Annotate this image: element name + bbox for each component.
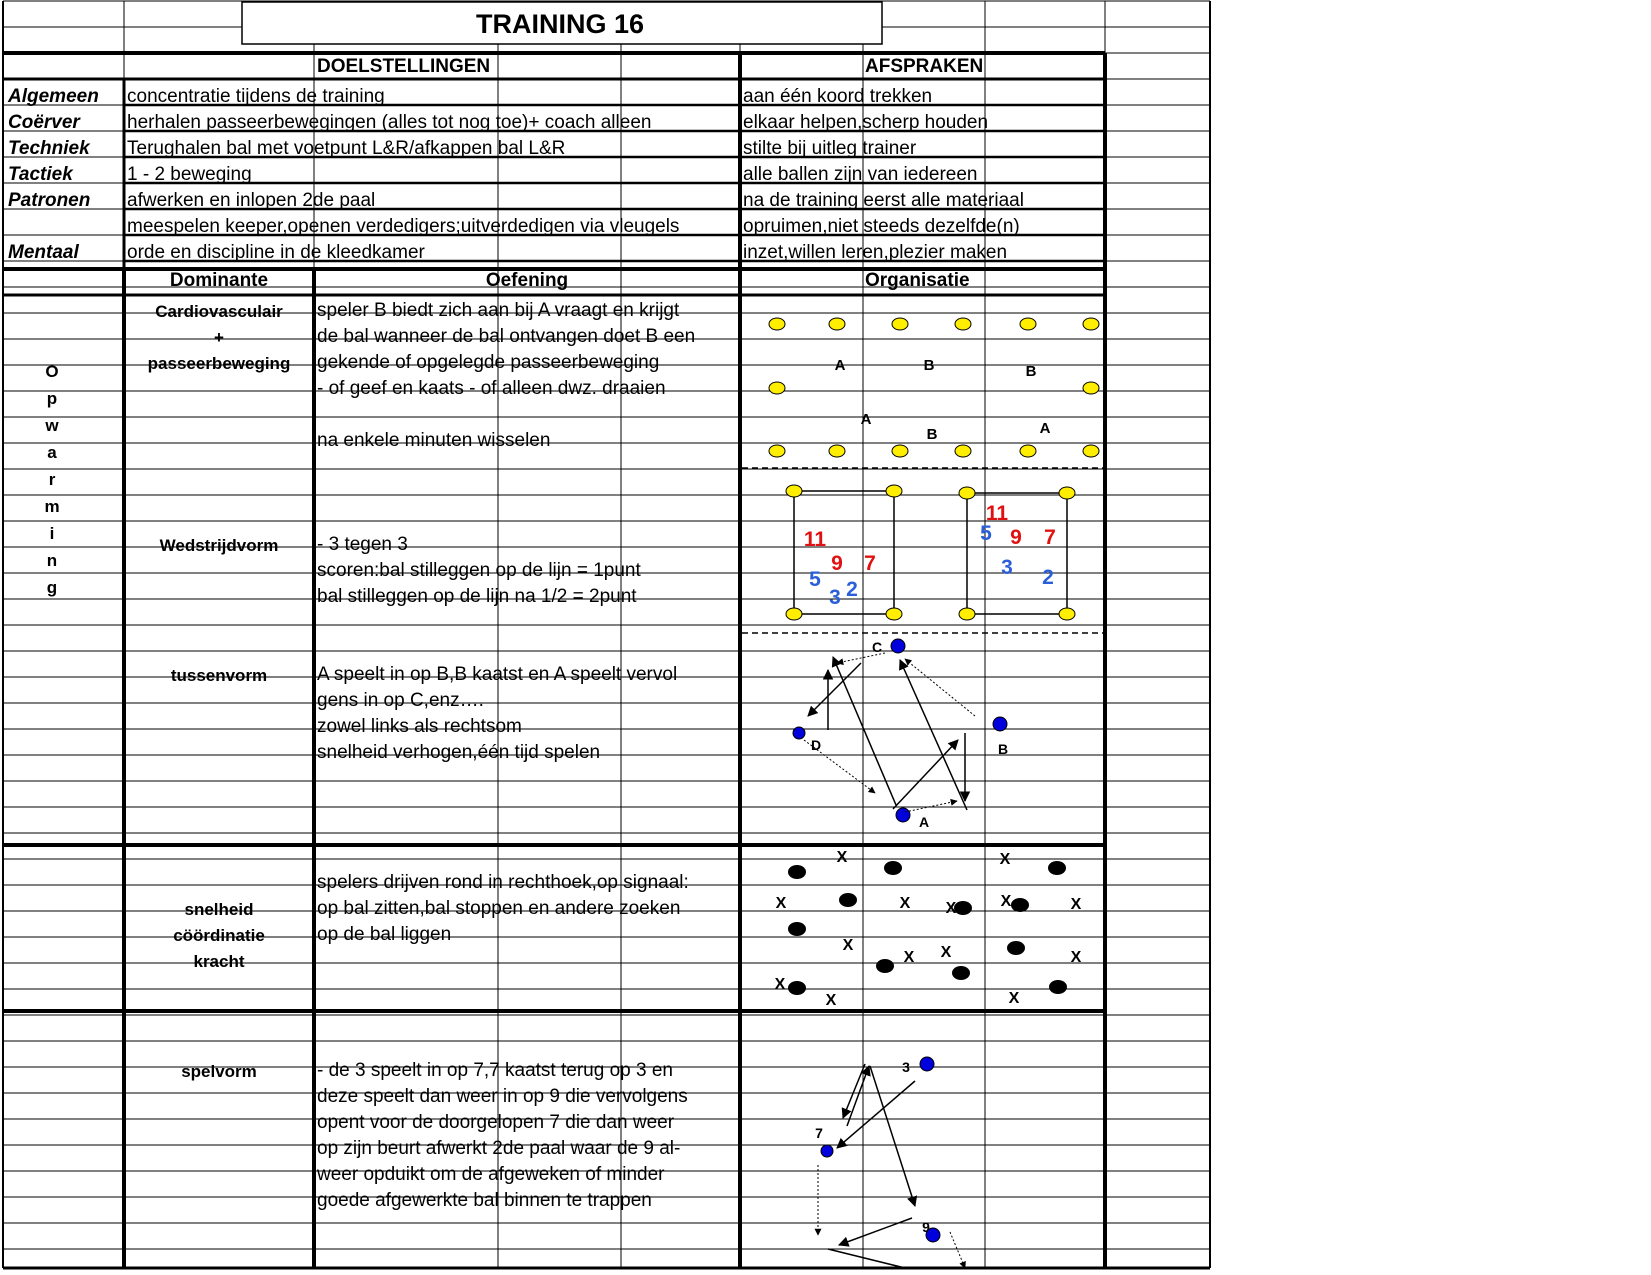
run-line bbox=[828, 1249, 905, 1268]
pass-arrow bbox=[905, 659, 975, 716]
opwarming-letter: g bbox=[46, 578, 58, 597]
oefening-line: snelheid verhogen,één tijd spelen bbox=[317, 742, 601, 763]
oefening-line: gekende of opgelegde passeerbeweging bbox=[317, 352, 660, 373]
goal-label: Tactiek bbox=[8, 164, 73, 185]
goal-afspraak: alle ballen zijn van iedereen bbox=[743, 164, 978, 185]
player-number: 7 bbox=[864, 552, 876, 575]
ball-marker bbox=[896, 808, 910, 822]
ball-marker bbox=[891, 639, 905, 653]
header-afspraken: AFSPRAKEN bbox=[865, 56, 984, 77]
oefening-line: - of geef en kaats - of alleen dwz. draaien bbox=[317, 378, 666, 399]
opwarming-letter: n bbox=[46, 551, 58, 570]
goal-doel: Terughalen bal met voetpunt L&R/afkappen bal L&R bbox=[127, 138, 566, 159]
opwarming-letter: m bbox=[44, 497, 60, 516]
player-number: 9 bbox=[831, 552, 843, 575]
goal-afspraak: opruimen,niet steeds dezelfde(n) bbox=[743, 216, 1020, 237]
pass-arrow bbox=[893, 740, 958, 809]
ball-marker bbox=[876, 959, 894, 973]
player-number: 7 bbox=[1044, 526, 1056, 549]
x-marker: X bbox=[1000, 893, 1012, 910]
x-marker: X bbox=[1008, 990, 1020, 1007]
cone-marker bbox=[769, 318, 785, 330]
x-marker: X bbox=[903, 949, 915, 966]
oefening-line: spelers drijven rond in rechthoek,op signaal: bbox=[317, 872, 689, 893]
pass-arrow bbox=[843, 1064, 865, 1118]
oefening-line: op bal zitten,bal stoppen en andere zoeken bbox=[317, 898, 681, 919]
x-marker: X bbox=[775, 895, 787, 912]
oefening-line: op zijn beurt afwerkt 2de paal waar de 9 al- bbox=[317, 1138, 681, 1159]
pass-arrow bbox=[837, 1081, 915, 1148]
goal-afspraak: aan één koord trekken bbox=[743, 86, 933, 107]
player-label: C bbox=[871, 639, 883, 655]
x-marker: X bbox=[899, 895, 911, 912]
oefening-line: deze speelt dan weer in op 9 die vervolgens bbox=[317, 1086, 688, 1107]
dominante-cardio: Cardiovasculair bbox=[155, 302, 283, 321]
player-label: 7 bbox=[815, 1125, 823, 1141]
cone-marker bbox=[892, 445, 908, 457]
oefening-line: - 3 tegen 3 bbox=[317, 534, 408, 555]
oefening-line: goede afgewerkte bal binnen te trappen bbox=[317, 1190, 652, 1211]
dominante-spelvorm: spelvorm bbox=[181, 1062, 257, 1081]
goal-doel: meespelen keeper,openen verdedigers;uitverdedigen via vleugels bbox=[127, 216, 680, 237]
oefening-line: A speelt in op B,B kaatst en A speelt vervol bbox=[317, 664, 678, 685]
dominante-plus: + bbox=[214, 328, 224, 347]
pass-arrow bbox=[808, 663, 861, 716]
dominante-snelheid: snelheid bbox=[184, 900, 254, 919]
oefening-line: na enkele minuten wisselen bbox=[317, 430, 551, 451]
opwarming-letter: w bbox=[45, 416, 59, 435]
cone-marker bbox=[1020, 445, 1036, 457]
oefening-line: - de 3 speelt in op 7,7 kaatst terug op 3 en bbox=[317, 1060, 673, 1081]
x-marker: X bbox=[836, 849, 848, 866]
player-label: D bbox=[810, 737, 822, 753]
x-marker: X bbox=[999, 851, 1011, 868]
goal-label: Patronen bbox=[8, 190, 91, 211]
player-label: A bbox=[1039, 420, 1051, 437]
cone-marker bbox=[955, 318, 971, 330]
opwarming-letter: a bbox=[47, 443, 57, 462]
pass-arrow bbox=[833, 657, 896, 805]
goal-doel: herhalen passeerbewegingen (alles tot nog toe)+ coach alleen bbox=[127, 112, 652, 133]
ball-marker bbox=[1049, 980, 1067, 994]
cone-marker bbox=[1083, 445, 1099, 457]
player-label: A bbox=[918, 814, 930, 830]
cone-marker bbox=[829, 445, 845, 457]
player-label: B bbox=[923, 357, 935, 374]
cone-marker bbox=[786, 608, 802, 620]
cone-marker bbox=[955, 445, 971, 457]
header-organisatie: Organisatie bbox=[865, 270, 970, 291]
goal-doel: 1 - 2 beweging bbox=[127, 164, 252, 185]
oefening-line: opent voor de doorgelopen 7 die dan weer bbox=[317, 1112, 675, 1133]
cone-marker bbox=[1083, 382, 1099, 394]
ball-marker bbox=[920, 1057, 934, 1071]
cone-marker bbox=[769, 445, 785, 457]
goal-doel: concentratie tijdens de training bbox=[127, 86, 385, 107]
cone-marker bbox=[886, 485, 902, 497]
header-dominante: Dominante bbox=[169, 270, 269, 291]
ball-marker bbox=[788, 922, 806, 936]
player-label: B bbox=[926, 426, 938, 443]
dominante-kracht: kracht bbox=[193, 952, 245, 971]
x-marker: X bbox=[945, 900, 957, 917]
goal-label: Coërver bbox=[8, 112, 80, 133]
dominante-tussen: tussenvorm bbox=[170, 666, 268, 685]
player-number: 11 bbox=[803, 528, 827, 551]
player-number: 3 bbox=[829, 586, 841, 609]
goal-doel: afwerken en inlopen 2de paal bbox=[127, 190, 376, 211]
x-marker: X bbox=[940, 944, 952, 961]
cone-marker bbox=[1059, 487, 1075, 499]
dominante-wedstrijd: Wedstrijdvorm bbox=[159, 536, 279, 555]
ball-marker bbox=[788, 865, 806, 879]
player-label: 9 bbox=[922, 1219, 930, 1235]
ball-marker bbox=[993, 717, 1007, 731]
header-doelstellingen: DOELSTELLINGEN bbox=[317, 56, 491, 77]
pass-arrow bbox=[950, 1232, 965, 1268]
pass-arrow bbox=[804, 740, 875, 793]
header-oefening: Oefening bbox=[485, 270, 569, 291]
player-number: 9 bbox=[1010, 526, 1022, 549]
goal-label: Algemeen bbox=[8, 86, 99, 107]
opwarming-letter: p bbox=[46, 389, 58, 408]
oefening-line: scoren:bal stilleggen op de lijn = 1punt bbox=[317, 560, 641, 581]
oefening-line: op de bal liggen bbox=[317, 924, 452, 945]
ball-marker bbox=[793, 727, 805, 739]
player-label: B bbox=[997, 741, 1009, 757]
oefening-line: bal stilleggen op de lijn na 1/2 = 2punt bbox=[317, 586, 637, 607]
ball-marker bbox=[1048, 861, 1066, 875]
page-title: TRAINING 16 bbox=[475, 9, 645, 39]
ball-marker bbox=[839, 893, 857, 907]
ball-marker bbox=[954, 901, 972, 915]
ball-marker bbox=[884, 861, 902, 875]
x-marker: X bbox=[774, 976, 786, 993]
goal-afspraak: elkaar helpen,scherp houden bbox=[743, 112, 989, 133]
opwarming-letter: i bbox=[49, 524, 55, 543]
player-number: 2 bbox=[846, 578, 858, 601]
opwarming-letter: r bbox=[48, 470, 56, 489]
oefening-line: speler B biedt zich aan bij A vraagt en krijgt bbox=[317, 300, 680, 321]
player-number: 3 bbox=[1001, 556, 1013, 579]
goal-label: Techniek bbox=[8, 138, 90, 159]
small-pitch-left bbox=[794, 491, 894, 614]
player-number: 5 bbox=[809, 568, 821, 591]
ball-marker bbox=[1011, 898, 1029, 912]
player-label: A bbox=[834, 357, 846, 374]
dominante-passeer: passeerbeweging bbox=[147, 354, 291, 373]
player-number: 5 bbox=[980, 522, 992, 545]
pass-arrow bbox=[847, 1066, 869, 1126]
player-label: 3 bbox=[902, 1059, 910, 1075]
goal-doel: orde en discipline in de kleedkamer bbox=[127, 242, 425, 263]
cone-marker bbox=[959, 487, 975, 499]
x-marker: X bbox=[842, 937, 854, 954]
player-number: 11 bbox=[985, 502, 1009, 525]
goal-afspraak: stilte bij uitleg trainer bbox=[743, 138, 917, 159]
ball-marker bbox=[821, 1145, 833, 1157]
x-marker: X bbox=[1070, 896, 1082, 913]
cone-marker bbox=[769, 382, 785, 394]
cone-marker bbox=[959, 608, 975, 620]
ball-marker bbox=[1007, 941, 1025, 955]
cone-marker bbox=[892, 318, 908, 330]
opwarming-letter: O bbox=[45, 362, 59, 381]
player-number: 2 bbox=[1042, 566, 1054, 589]
cone-marker bbox=[829, 318, 845, 330]
player-label: B bbox=[1025, 363, 1037, 380]
oefening-line: zowel links als rechtsom bbox=[317, 716, 522, 737]
oefening-line: weer opduikt om de afgeweken of minder bbox=[317, 1164, 665, 1185]
ball-marker bbox=[952, 966, 970, 980]
cone-marker bbox=[1059, 608, 1075, 620]
cone-marker bbox=[1083, 318, 1099, 330]
oefening-line: gens in op C,enz…. bbox=[317, 690, 484, 711]
goal-afspraak: inzet,willen leren,plezier maken bbox=[743, 242, 1008, 263]
goal-afspraak: na de training eerst alle materiaal bbox=[743, 190, 1024, 211]
dominante-coordinatie: cöördinatie bbox=[173, 926, 265, 945]
x-marker: X bbox=[1070, 949, 1082, 966]
player-label: A bbox=[860, 411, 872, 428]
oefening-line: de bal wanneer de bal ontvangen doet B een bbox=[317, 326, 696, 347]
pass-arrow bbox=[905, 801, 957, 812]
ball-marker bbox=[788, 981, 806, 995]
cone-marker bbox=[886, 608, 902, 620]
pass-arrow bbox=[839, 1218, 912, 1245]
cone-marker bbox=[786, 485, 802, 497]
x-marker: X bbox=[825, 992, 837, 1009]
goal-label: Mentaal bbox=[8, 242, 79, 263]
small-pitch-right bbox=[967, 493, 1067, 614]
cone-marker bbox=[1020, 318, 1036, 330]
